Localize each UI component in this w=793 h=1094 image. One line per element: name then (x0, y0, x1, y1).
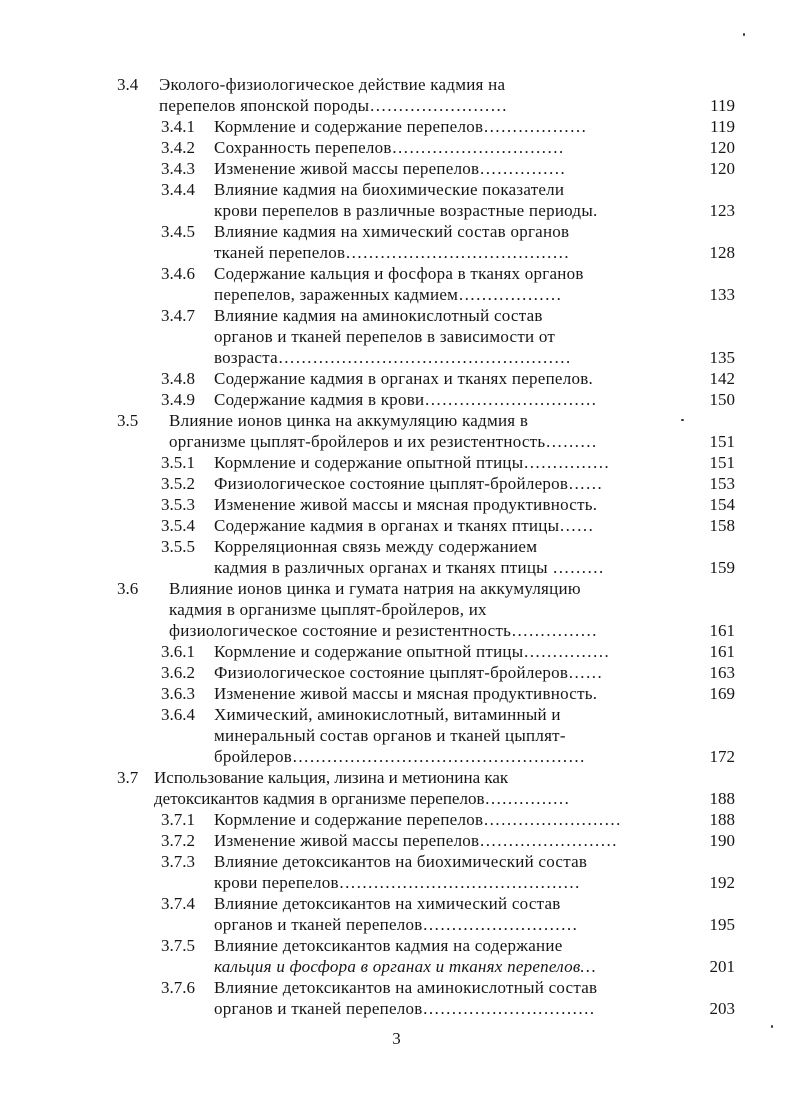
toc-number: 3.7.2 (161, 831, 195, 850)
toc-title-line: Влияние кадмия на аминокислотный состав (214, 306, 543, 325)
toc-number: 3.4.8 (161, 369, 195, 388)
toc-number: 3.4.2 (161, 138, 195, 157)
scan-speck (681, 419, 684, 421)
toc-page-number: 150 (709, 390, 735, 409)
toc-title-line: органов и тканей перепелов в зависимости от (214, 327, 556, 346)
toc-title-line: Эколого-физиологическое действие кадмия на (159, 75, 506, 94)
toc-title-line: Влияние детоксикантов на химический состав (214, 894, 561, 913)
toc-number: 3.6.1 (161, 642, 195, 661)
toc-page-number: 135 (709, 348, 735, 367)
toc-number: 3.4.5 (161, 222, 195, 241)
toc-number: 3.4 (117, 75, 139, 94)
toc-title-line: бройлеров…………………………………………… (214, 747, 586, 766)
toc-title-line: органов и тканей перепелов………………………… (214, 999, 596, 1018)
toc-title-line: Кормление и содержание перепелов……………… (214, 117, 587, 136)
toc-number: 3.5 (117, 411, 139, 430)
toc-title-line: Влияние детоксикантов на биохимический состав (214, 852, 588, 871)
toc-page-number: 169 (709, 684, 735, 703)
toc-title-line: Физиологическое состояние цыплят-бройлеров…… (214, 663, 603, 682)
toc-title-line: Физиологическое состояние цыплят-бройлеров…… (214, 474, 603, 493)
toc-page-number: 188 (709, 789, 735, 808)
toc-title-line: Кормление и содержание опытной птицы…………… (214, 642, 610, 661)
toc-title-line: крови перепелов в различные возрастные периоды. (214, 201, 598, 220)
toc-title-line: Изменение живой массы перепелов…………… (214, 159, 566, 178)
toc-number: 3.4.9 (161, 390, 195, 409)
toc-number: 3.4.6 (161, 264, 195, 283)
toc-title-line: организме цыплят-бройлеров и их резистентность……… (169, 432, 598, 451)
toc-page-number: 190 (709, 831, 735, 850)
toc-number: 3.6.2 (161, 663, 195, 682)
toc-title-line: органов и тканей перепелов……………………… (214, 915, 578, 934)
scan-speck (743, 33, 745, 36)
toc-title-line: физиологическое состояние и резистентность…………… (169, 621, 598, 640)
toc-number: 3.6.4 (161, 705, 195, 724)
toc-title-line: Влияние ионов цинка на аккумуляцию кадмия в (169, 411, 529, 430)
toc-page-number: 154 (709, 495, 735, 514)
toc-number: 3.5.3 (161, 495, 195, 514)
toc-title-line: Изменение живой массы и мясная продуктивность. (214, 684, 598, 703)
toc-number: 3.4.1 (161, 117, 195, 136)
toc-title-line: Изменение живой массы и мясная продуктивность. (214, 495, 598, 514)
toc-page-number: 163 (709, 663, 735, 682)
toc-number: 3.5.4 (161, 516, 195, 535)
toc-number: 3.4.4 (161, 180, 195, 199)
toc-title-line: Содержание кальция и фосфора в тканях органов (214, 264, 584, 283)
toc-number: 3.7.6 (161, 978, 195, 997)
toc-title-line: крови перепелов…………………………………… (214, 873, 581, 892)
toc-title-line: кадмия в различных органах и тканях птицы ……… (214, 558, 605, 577)
toc-page-number: 151 (709, 453, 735, 472)
toc-title-line: перепелов, зараженных кадмием……………… (214, 285, 562, 304)
toc-page-number: 159 (709, 558, 735, 577)
toc-page-number: 128 (709, 243, 735, 262)
toc-title-line: Химический, аминокислотный, витаминный и (214, 705, 561, 724)
toc-title-line: детоксикантов кадмия в организме перепелов…………… (154, 789, 570, 808)
toc-title-line: Кормление и содержание опытной птицы…………… (214, 453, 610, 472)
toc-page-number: 123 (709, 201, 735, 220)
toc-title-line: Содержание кадмия в органах и тканях перепелов. (214, 369, 593, 388)
toc-page-number: 192 (709, 873, 735, 892)
scan-speck (771, 1025, 773, 1028)
toc-title-line: минеральный состав органов и тканей цыплят- (214, 726, 566, 745)
toc-page-number: 161 (709, 621, 735, 640)
toc-number: 3.6.3 (161, 684, 195, 703)
toc-page-number: 188 (709, 810, 735, 829)
toc-page-number: 161 (709, 642, 735, 661)
toc-title-line: перепелов японской породы…………………… (159, 96, 508, 115)
toc-title-line: Изменение живой массы перепелов…………………… (214, 831, 618, 850)
toc-page-number: 119 (710, 96, 735, 115)
toc-title-line: тканей перепелов………………………………… (214, 243, 570, 262)
toc-title-line: Содержание кадмия в органах и тканях птицы…… (214, 516, 594, 535)
toc-number: 3.5.1 (161, 453, 195, 472)
toc-page-number: 133 (709, 285, 735, 304)
toc-number: 3.5.5 (161, 537, 195, 556)
toc-number: 3.7.3 (161, 852, 195, 871)
footer-page-number: 3 (392, 1029, 401, 1048)
toc-number: 3.7.4 (161, 894, 195, 913)
toc-title-line: Влияние кадмия на биохимические показатели (214, 180, 565, 199)
toc-title-line: кальция и фосфора в органах и тканях перепелов… (214, 957, 596, 976)
toc-page-number: 158 (709, 516, 735, 535)
toc-page-number: 120 (709, 138, 735, 157)
toc-page-number: 172 (709, 747, 735, 766)
toc-title-line: Влияние детоксикантов кадмия на содержание (214, 936, 563, 955)
toc-page-number: 151 (709, 432, 735, 451)
toc-number: 3.5.2 (161, 474, 195, 493)
toc-number: 3.4.3 (161, 159, 195, 178)
toc-title-line: Корреляционная связь между содержанием (214, 537, 538, 556)
toc-number: 3.7.1 (161, 810, 195, 829)
toc-page-number: 203 (709, 999, 735, 1018)
toc-number: 3.6 (117, 579, 139, 598)
toc-number: 3.7 (117, 768, 139, 787)
toc-page-number: 153 (709, 474, 735, 493)
toc-title-line: Влияние ионов цинка и гумата натрия на аккумуляцию (169, 579, 581, 598)
toc-title-line: Влияние детоксикантов на аминокислотный состав (214, 978, 598, 997)
toc-page-number: 119 (710, 117, 735, 136)
toc-number: 3.4.7 (161, 306, 195, 325)
toc-page-number: 201 (709, 957, 735, 976)
toc-number: 3.7.5 (161, 936, 195, 955)
toc-title-line: кадмия в организме цыплят-бройлеров, их (169, 600, 487, 619)
toc-title-line: Содержание кадмия в крови………………………… (214, 390, 597, 409)
toc-page-number: 142 (709, 369, 735, 388)
toc-title-line: Использование кальция, лизина и метионина как (154, 768, 509, 787)
toc-page-number: 120 (709, 159, 735, 178)
toc-title-line: Влияние кадмия на химический состав органов (214, 222, 570, 241)
toc-page-number: 195 (709, 915, 735, 934)
toc-title-line: Кормление и содержание перепелов…………………… (214, 810, 622, 829)
toc-title-line: возраста…………………………………………… (214, 348, 572, 367)
toc-title-line: Сохранность перепелов………………………… (214, 138, 565, 157)
